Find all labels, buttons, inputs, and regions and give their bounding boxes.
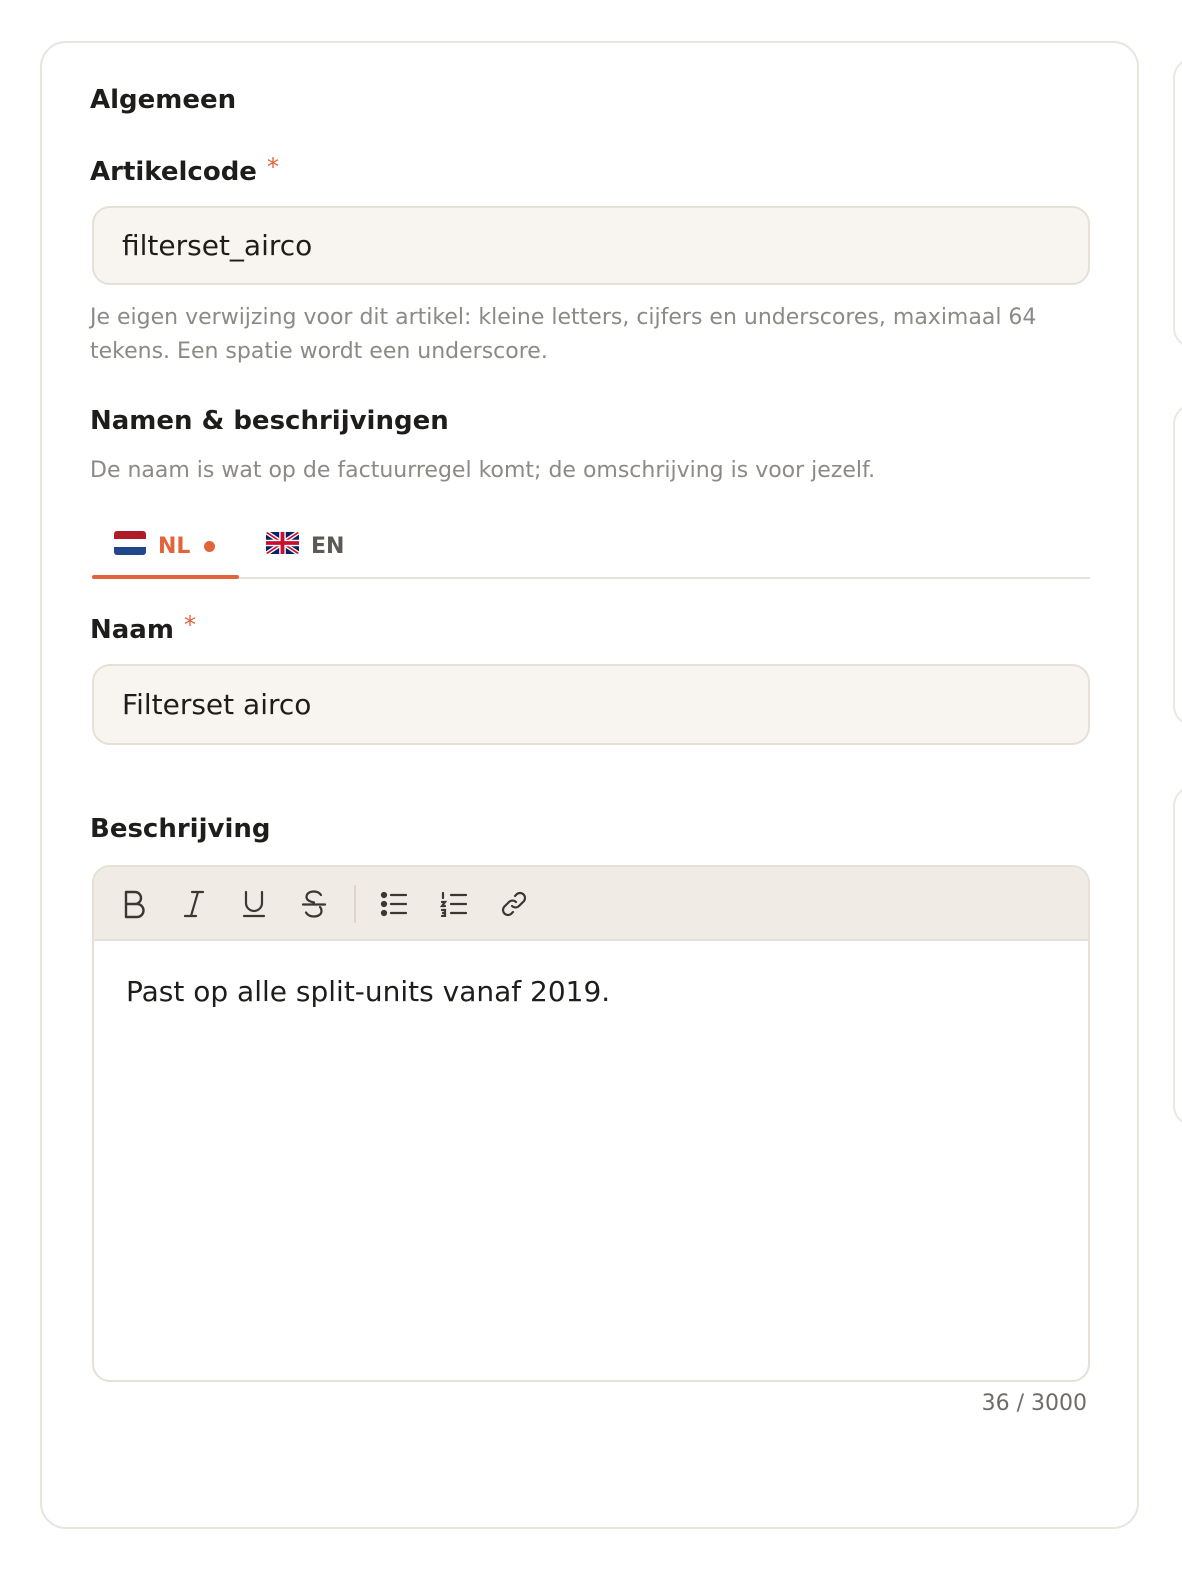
names-title: Namen & beschrijvingen [90,406,449,436]
side-card-2 [1173,404,1182,726]
general-card [40,41,1139,1529]
description-editor [92,865,1090,1382]
artikelcode-value: filterset_airco [122,229,313,262]
artikelcode-input[interactable] [92,206,1090,285]
italic-icon[interactable] [174,884,214,924]
link-icon[interactable] [494,884,534,924]
underline-icon[interactable] [234,884,274,924]
bold-icon[interactable] [114,884,154,924]
section-title: Algemeen [90,85,237,115]
character-counter: 36 / 3000 [981,1391,1087,1416]
tab-en-label: EN [311,533,345,559]
strikethrough-icon[interactable] [294,884,334,924]
ordered-list-icon[interactable] [434,884,474,924]
naam-value: Filterset airco [122,688,312,721]
description-text: Past op alle split-units vanaf 2019. [126,975,611,1008]
bullet-list-icon[interactable] [374,884,414,924]
tab-nl-label: NL [158,533,191,559]
active-tab-indicator [92,575,239,579]
tab-en[interactable] [266,513,344,579]
required-mark: * [183,611,196,639]
toolbar-divider [354,885,356,923]
editor-content[interactable] [94,941,1088,1042]
side-card-3 [1173,786,1182,1126]
names-subtitle: De naam is wat op de factuurregel komt; de omschrijving is voor jezelf. [90,458,876,483]
active-dot-icon [204,541,215,552]
side-card-1 [1173,58,1182,348]
required-mark: * [266,153,279,181]
artikelcode-help: Je eigen verwijzing voor dit artikel: kleine letters, cijfers en underscores, maximaal 64 tekens. Een spatie wordt een underscore. [90,305,1037,364]
language-tabs [92,513,1090,579]
artikelcode-label [90,153,279,187]
naam-label [90,611,196,645]
editor-toolbar [94,867,1088,941]
naam-input[interactable] [92,664,1090,745]
uk-flag-icon [266,531,299,561]
naam-label-text: Naam [90,615,174,645]
artikelcode-label-text: Artikelcode [90,157,257,187]
tab-nl[interactable] [114,513,215,579]
beschrijving-label: Beschrijving [90,814,271,844]
nl-flag-icon [114,531,146,561]
